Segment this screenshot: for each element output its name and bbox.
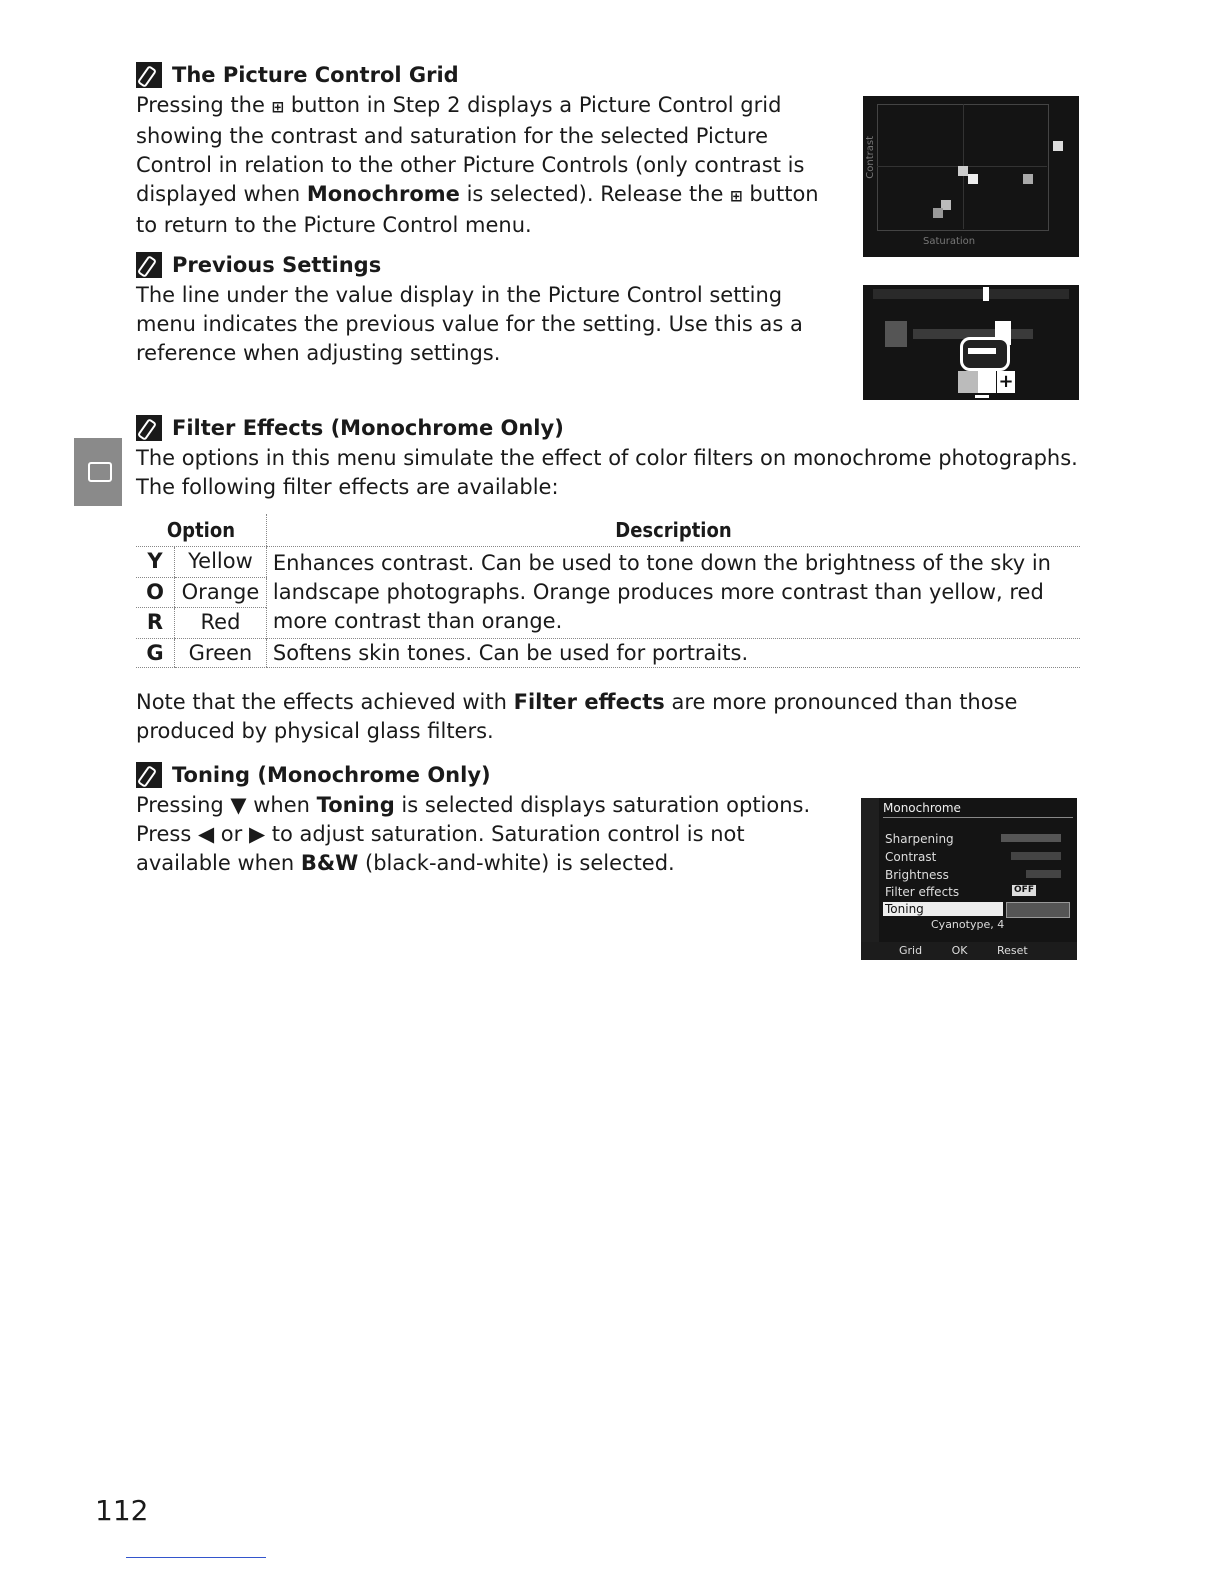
footer-ok: OK xyxy=(951,944,968,957)
menu-item-toning: Toning xyxy=(883,902,1003,916)
contrast-scale xyxy=(1011,852,1061,860)
brightness-scale xyxy=(1026,870,1061,878)
plus-icon: + xyxy=(998,371,1014,392)
page-number: 112 xyxy=(95,1494,149,1527)
menu-header: Monochrome xyxy=(883,801,1073,818)
menu-side-icons xyxy=(861,798,879,960)
menu-item-sharpening: Sharpening xyxy=(885,832,954,846)
toning-paragraph: Pressing ▼ when Toning is selected displays saturation options. Press ◀ or ▶ to adjust saturation. Saturation control is not available when B&W (black-and-white) is selected. xyxy=(136,793,811,875)
right-arrow-icon: ▶ xyxy=(248,822,266,846)
table-row: Y Yellow Enhances contrast. Can be used to tone down the brightness of the sky in landscape photographs. Orange produces more contrast than yellow, red more contrast than orange. xyxy=(136,547,1080,578)
contrast-axis-label: Contrast xyxy=(865,136,876,179)
previous-marker xyxy=(983,287,989,301)
filter-note: Note that the effects achieved with Filter effects are more pronounced than those produced by physical glass filters. xyxy=(136,690,1018,743)
note-icon xyxy=(136,415,162,441)
filter-off-value: OFF xyxy=(1012,885,1036,896)
filter-title: Filter Effects (Monochrome Only) xyxy=(172,416,564,440)
table-row: G Green Softens skin tones. Can be used for portraits. xyxy=(136,639,1080,668)
previous-paragraph: The line under the value display in the Picture Control setting menu indicates the previous value for the setting. Use this as a reference when adjusting settings. xyxy=(136,283,803,365)
grid-marker xyxy=(1053,141,1063,151)
grid-marker xyxy=(1023,174,1033,184)
picture-control-grid-screenshot xyxy=(863,96,1079,257)
footer-grid: Grid xyxy=(899,944,923,957)
table-row: O Orange xyxy=(136,577,1080,608)
note-icon xyxy=(136,762,162,788)
camera-icon xyxy=(88,462,112,482)
grid-marker xyxy=(958,166,968,176)
menu-item-brightness: Brightness xyxy=(885,868,949,882)
slider-strip xyxy=(873,289,1069,299)
grid-title: The Picture Control Grid xyxy=(172,63,459,87)
toning-value: Cyanotype, 4 xyxy=(931,918,1005,931)
grid-marker xyxy=(933,208,943,218)
grid-marker xyxy=(968,174,978,184)
filter-paragraph: The options in this menu simulate the effect of color filters on monochrome photographs. The following filter effects are available: xyxy=(136,446,1078,499)
chapter-tab xyxy=(74,438,122,506)
left-arrow-icon: ◀ xyxy=(197,822,215,846)
toning-heading xyxy=(136,762,491,788)
menu-item-contrast: Contrast xyxy=(885,850,937,864)
filter-table xyxy=(136,514,1080,668)
menu-item-filter-effects: Filter effects xyxy=(885,885,960,899)
down-arrow-icon: ▼ xyxy=(230,793,247,817)
previous-value-line xyxy=(975,395,989,398)
minus-icon xyxy=(958,371,978,393)
sharpening-scale xyxy=(1001,834,1061,842)
filter-heading xyxy=(136,415,564,441)
grid-button-icon: ⊞ xyxy=(271,98,285,116)
footer-rule xyxy=(126,1557,266,1558)
grid-button-icon: ⊞ xyxy=(730,187,743,205)
menu-footer xyxy=(861,942,1077,960)
table-row: R Red xyxy=(136,608,1080,639)
grid-paragraph: Pressing the ⊞ button in Step 2 displays a Picture Control grid showing the contrast and saturation for the selected Picture Control in relation to the other Picture Controls (only contrast is displayed when Monochrome is selected). Release the ⊞ button to return to the Picture Control menu. xyxy=(136,93,819,237)
note-icon xyxy=(136,252,162,278)
toning-scale xyxy=(1006,902,1070,918)
option-header: Option xyxy=(136,514,266,547)
note-icon xyxy=(136,62,162,88)
grid-heading xyxy=(136,62,459,88)
desc-skin: Softens skin tones. Can be used for portraits. xyxy=(266,639,1080,668)
footer-reset: Reset xyxy=(996,944,1028,957)
zero-value xyxy=(978,371,996,393)
previous-settings-screenshot xyxy=(863,285,1079,400)
toning-title: Toning (Monochrome Only) xyxy=(172,763,491,787)
saturation-axis-label: Saturation xyxy=(923,236,976,247)
auto-box xyxy=(885,321,907,347)
previous-title: Previous Settings xyxy=(172,253,382,277)
previous-heading xyxy=(136,252,381,278)
toning-menu-screenshot xyxy=(861,798,1077,960)
desc-contrast: Enhances contrast. Can be used to tone down the brightness of the sky in landscape photographs. Orange produces more contrast than yellow, red more contrast than orange. xyxy=(266,547,1080,639)
minus-button-zoom xyxy=(960,337,1010,371)
description-header: Description xyxy=(266,514,1080,547)
